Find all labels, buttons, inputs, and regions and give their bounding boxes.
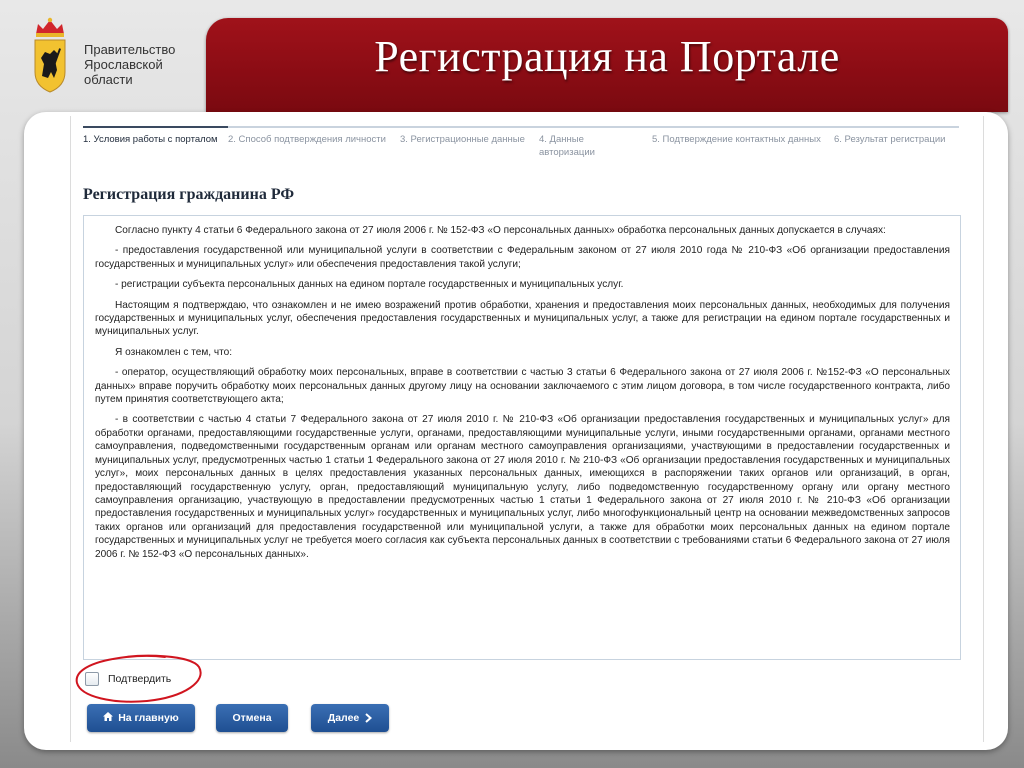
terms-paragraph: Согласно пункту 4 статьи 6 Федерального закона от 27 июля 2006 г. № 152-ФЗ «О персональных данных» обработка персональных данных допускается в случаях:	[115, 225, 886, 236]
step-4[interactable]: 4. Данные авторизации	[539, 126, 652, 159]
step-2[interactable]: 2. Способ подтверждения личности	[228, 126, 400, 159]
step-1[interactable]: 1. Условия работы с порталом	[83, 126, 228, 159]
cancel-button[interactable]	[216, 704, 288, 732]
registration-steps	[83, 126, 959, 159]
terms-paragraph: - регистрации субъекта персональных данных на едином портале государственных и муниципальных услуг.	[115, 279, 624, 291]
title-banner	[206, 18, 1008, 112]
terms-paragraph: - в соответствии с частью 4 статьи 7 Федерального закона от 27 июля 2010 г. № 210-ФЗ «Об организации предоставления государственных и муниципальных услуг» для обработки органами, предоставляющими государственные услуги, органами, предоставляющими муниципальные услуги, иными государственными органами, органами местного самоуправления, подведомственными государственным органам или органам местного самоуправления организациями, участвующими в предоставлении государственных и муниципальных услуг, предусмотренных частью 1 статьи 1 Федерального закона от 27 июля 2010 г. № 210-ФЗ «Об организации предоставления государственных и муниципальных услуг», моих персональных данных в целях предоставления указанных персональных данных, имеющихся в распоряжении таких органов или организаций, в орган, предоставляющий государственную услугу, орган, предоставляющий муниципальную услугу, либо подведомственную государственному органу или органу местного самоуправления организацию, участвующую в предоставлении предусмотренных частью 1 статьи 1 Федерального закона от 27 июля 2010 г. № 210-ФЗ «Об организации предоставления государственных и муниципальных услуг» государственных и муниципальных услуг, либо многофункциональный центр на основании межведомственных запросов таких органов или организаций для предоставления государственной или муниципальной услуги, а также для обработки моих персональных данных на едином портале государственных и муниципальных услуг не требуется моего согласия как субъекта персональных данных в соответствии с требованиями статьи 6 Федерального закона от 27 июля 2006 г. № 152-ФЗ «О персональных данных».	[95, 414, 950, 560]
logo-block	[28, 14, 208, 104]
cancel-button-label: Отмена	[232, 712, 272, 724]
terms-paragraph: Настоящим я подтверждаю, что ознакомлен и не имею возражений против обработки, хранения и предоставления моих персональных данных, необходимых для получения государственных и муниципальных услуг, обеспечения предоставления государственных и муниципальных услуг, а также для регистрации на едином портале государственных и муниципальных услуг.	[95, 299, 950, 338]
terms-paragraph: Я ознакомлен с тем, что:	[115, 346, 233, 358]
confirm-row[interactable]	[85, 672, 171, 686]
region-name: Правительство Ярославской области	[84, 42, 176, 87]
terms-text[interactable]	[83, 215, 961, 660]
confirm-checkbox[interactable]	[85, 672, 99, 686]
step-5[interactable]: 5. Подтверждение контактных данных	[652, 126, 834, 159]
next-button-label: Далее	[327, 712, 360, 724]
slide-title: Регистрация на Портале	[374, 32, 840, 81]
step-6[interactable]: 6. Результат регистрации	[834, 126, 959, 159]
home-button-label: На главную	[118, 712, 179, 724]
step-3[interactable]: 3. Регистрационные данные	[400, 126, 539, 159]
page-title: Регистрация гражданина РФ	[83, 186, 295, 203]
portal-screenshot	[70, 116, 984, 742]
chevron-right-icon	[365, 713, 372, 724]
terms-paragraph: - оператор, осуществляющий обработку моих персональных, вправе в соответствии с частью 3 статьи 6 Федерального закона от 27 июля 2006 г. №152-ФЗ «О персональных данных» вправе поручить обработку моих персональных данных другому лицу на основании заключаемого с этим лицом договора, в том числе государственного контракта, либо путем принятия соответствующего акта;	[95, 367, 950, 406]
coat-of-arms-icon	[32, 14, 68, 96]
terms-paragraph: - предоставления государственной или муниципальной услуги в соответствии с Федеральным законом от 27 июля 2010 года № 210-ФЗ «Об организации предоставления государственных и муниципальных услуг» или обеспечения предоставления такой услуги;	[95, 245, 950, 270]
next-button[interactable]	[311, 704, 389, 732]
home-icon	[103, 712, 113, 724]
home-button[interactable]	[87, 704, 195, 732]
confirm-label[interactable]: Подтвердить	[108, 673, 172, 685]
